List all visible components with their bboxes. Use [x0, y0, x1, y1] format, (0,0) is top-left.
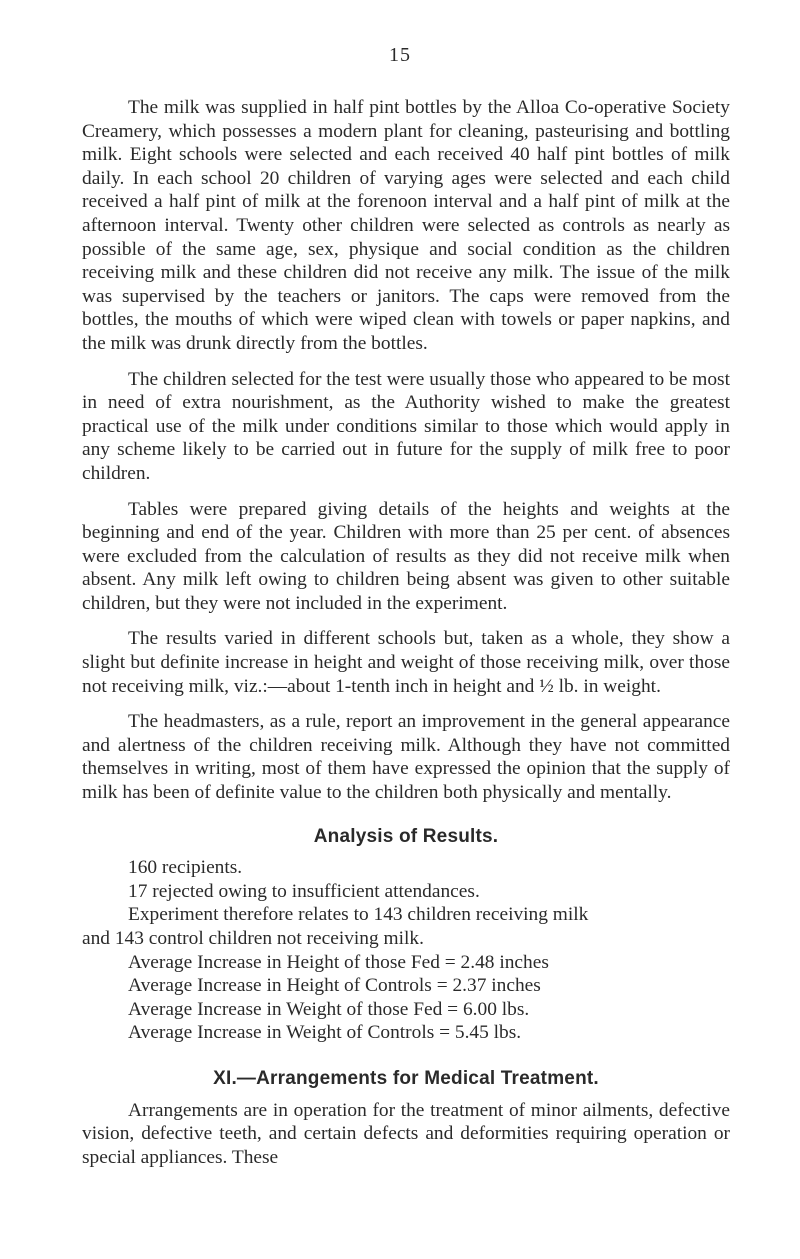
- analysis-list: [82, 856, 730, 1045]
- paragraph-headmasters: The headmasters, as a rule, report an improvement in the general appearance and alertness of the children receiving milk. Although they have not committed themselves in writing, most of them have expressed the opinion that the supply of milk has been of definite value to the children both physically and mentally.: [82, 711, 730, 804]
- paragraph-milk-supply: The milk was supplied in half pint bottles by the Alloa Co-operative Society Creamery, which possesses a modern plant for cleaning, pasteurising and bottling milk. Eight schools were selected and each received 40 half pint bottles of milk daily. In each school 20 children of varying ages were selected and each child received a half pint of milk at the forenoon interval and a half pint of milk at the afternoon interval. Twenty other children were selected as controls as nearly as possible of the same age, sex, physique and social condition as the children receiving milk and these children did not receive any milk. The issue of the milk was supervised by the teachers or janitors. The caps were removed from the bottles, the mouths of which were wiped clean with towels or paper napkins, and the milk was drunk directly from the bottles.: [82, 97, 730, 354]
- body-text: [82, 96, 730, 1181]
- analysis-experiment-continued: and 143 control children not receiving milk.: [82, 928, 424, 949]
- paragraph-tables-prepared: Tables were prepared giving details of the heights and weights at the beginning and end of the year. Children with more than 25 per cent. of absences were excluded from the calculation of results as they did not receive milk when absent. Any milk left owing to children being absent was given to other suitable children, but they were not included in the experiment.: [82, 498, 730, 614]
- analysis-height-controls: Average Increase in Height of Controls = 2.37 inches: [128, 975, 541, 997]
- analysis-recipients: 160 recipients.: [128, 857, 243, 879]
- analysis-height-fed: Average Increase in Height of those Fed = 2.48 inches: [128, 951, 549, 973]
- page-number: 15: [389, 44, 411, 66]
- paragraph-results-varied: The results varied in different schools but, taken as a whole, they show a slight but definite increase in height and weight of those receiving milk, over those not receiving milk, viz.:—about 1-tenth inch in height and ½ lb. in weight.: [82, 628, 730, 697]
- analysis-rejected: 17 rejected owing to insufficient attendances.: [128, 880, 480, 902]
- paragraph-children-selected: The children selected for the test were usually those who appeared to be most in need of extra nourishment, as the Authority wished to make the greatest practical use of the milk under conditions similar to those which would apply in any scheme likely to be carried out in future for the supply of milk free to poor children.: [82, 368, 730, 484]
- paragraph-medical-treatment: Arrangements are in operation for the treatment of minor ailments, defective vision, defective teeth, and certain defects and deformities requiring operation or special appliances. These: [82, 1099, 730, 1168]
- analysis-heading: Analysis of Results.: [313, 825, 499, 847]
- analysis-weight-fed: Average Increase in Weight of those Fed = 6.00 lbs.: [128, 998, 530, 1020]
- analysis-experiment: Experiment therefore relates to 143 children receiving milk: [128, 904, 589, 926]
- analysis-weight-controls: Average Increase in Weight of Controls = 5.45 lbs.: [128, 1022, 522, 1044]
- section-xi-heading: XI.—Arrangements for Medical Treatment.: [213, 1067, 599, 1089]
